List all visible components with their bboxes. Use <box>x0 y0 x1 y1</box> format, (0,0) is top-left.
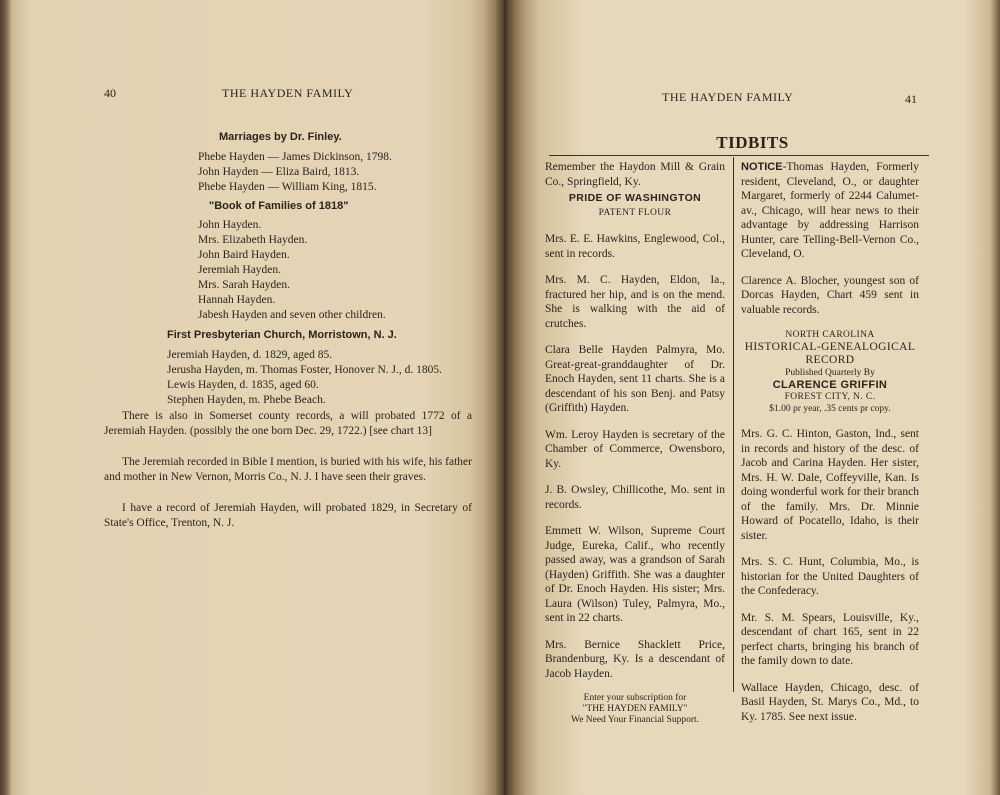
tidbits-title: TIDBITS <box>716 133 789 152</box>
paragraph-text: There is also in Somerset county records, a will probated 1772 of a Jeremiah Hayden. (possibly the one born Dec. 29, 1722.) [see chart 13] <box>104 410 472 437</box>
page-number: 40 <box>104 86 116 100</box>
tidbit-item: Emmett W. Wilson, Supreme Court Judge, Eureka, Calif., who recently passed away, was a grandson of Sarah (Hayden) Griffith. She was a daughter of Dr. Enoch Hayden. His sister; Mrs. Laura (Wilson) Tuley, Palmyra, Mo., sent in 22 charts. <box>545 525 725 624</box>
notice-label: NOTICE <box>741 161 783 173</box>
tidbit-item: Mrs. Bernice Shacklett Price, Brandenburg, Ky. Is a descendant of Jacob Hayden. <box>545 638 725 680</box>
tidbit-item: Wm. Leroy Hayden is secretary of the Chamber of Commerce, Owensboro, Ky. <box>545 428 725 470</box>
tidbit-item: Mrs. M. C. Hayden, Eldon, Ia., fractured her hip, and is on the mend. She is walking with the aid of crutches. <box>545 274 725 330</box>
ad-line: HISTORICAL-GENEALOGICAL <box>744 341 916 353</box>
tidbits-right-column <box>741 160 919 736</box>
running-head: THE HAYDEN FAMILY <box>222 86 354 100</box>
ad-line: Published Quarterly By <box>785 368 875 378</box>
tidbit-item: Wallace Hayden, Chicago, desc. of Basil Hayden, St. Marys Co., Md., to Ky. 1785. See next issue. <box>741 681 919 723</box>
paragraph <box>104 455 472 485</box>
subscription-line: "THE HAYDEN FAMILY" <box>582 704 688 714</box>
church-entry: Jerusha Hayden, m. Thomas Foster, Honover N. J., d. 1805. <box>167 364 442 376</box>
tidbit-item: Mr. S. M. Spears, Louisville, Ky., descendant of chart 165, sent in 22 perfect charts, bringing his branch of the family down to date. <box>741 611 919 667</box>
paragraph-text: I have a record of Jeremiah Hayden, will probated 1829, in Secretary of State's Office, Trenton, N. J. <box>104 502 472 529</box>
marriage-entry: Phebe Hayden — James Dickinson, 1798. <box>198 151 392 163</box>
book-entry: John Hayden. <box>198 219 262 231</box>
book-heading: "Book of Families of 1818" <box>209 200 349 212</box>
tidbits-left-column <box>545 160 725 726</box>
notice-text: -Thomas Hayden, Formerly resident, Cleveland, O., or daughter Margaret, formerly of 2244 Calumet-av., Chicago, will hear news to their advantage by addressing Harrison Hunter, care Telling-Bell-Vernon Co., Cleveland, O. <box>741 161 919 260</box>
paragraph-text: The Jeremiah recorded in Bible I mention, is buried with his wife, his father and mother in New Vernon, Morris Co., N. J. I have seen their graves. <box>104 456 472 483</box>
church-entry: Jeremiah Hayden, d. 1829, aged 85. <box>167 349 333 361</box>
book-entry: John Baird Hayden. <box>198 249 290 261</box>
book-entry: Jabesh Hayden and seven other children. <box>198 309 386 321</box>
book-entry: Mrs. Elizabeth Hayden. <box>198 234 308 246</box>
tidbit-item: Mrs. E. E. Hawkins, Englewood, Col., sent in records. <box>545 233 725 260</box>
ad-line: $1.00 pr year, .35 cents pr copy. <box>769 404 891 414</box>
notice <box>741 160 919 262</box>
subscription-line: Enter your subscription for <box>583 693 687 703</box>
church-entry: Lewis Hayden, d. 1835, aged 60. <box>167 379 319 391</box>
tidbit-item: Mrs. S. C. Hunt, Columbia, Mo., is historian for the United Daughters of the Confederacy. <box>741 556 919 597</box>
tidbit-item: Mrs. G. C. Hinton, Gaston, Ind., sent in records and history of the desc. of Jacob and Carina Hayden. Her sister, Mrs. H. W. Dale, Coffeyville, Kan. Is doing wonderful work for their branch of the family. Mrs. Dr. Minnie Howard of Pocatello, Idaho, is their sister. <box>741 428 919 542</box>
subscription-line: We Need Your Financial Support. <box>571 715 699 725</box>
mill-text: Remember the Haydon Mill & Grain Co., Springfield, Ky. <box>545 161 725 188</box>
ad-line: RECORD <box>805 354 855 366</box>
marriages-heading: Marriages by Dr. Finley. <box>219 131 342 143</box>
mill-brand: PRIDE OF WASHINGTON <box>568 192 702 204</box>
title-rule <box>549 155 929 156</box>
tidbit-item: J. B. Owsley, Chillicothe, Mo. sent in records. <box>545 484 725 511</box>
column-rule <box>733 157 734 692</box>
book-entry: Hannah Hayden. <box>198 294 276 306</box>
tidbit-item: Clara Belle Hayden Palmyra, Mo. Great-great-granddaughter of Dr. Enoch Hayden, sent 11 charts. She is a descendant of his son Benj. and Patsy (Griffith) Hayden. <box>545 344 725 414</box>
marriage-entry: John Hayden — Eliza Baird, 1813. <box>198 166 360 178</box>
marriage-entry: Phebe Hayden — William King, 1815. <box>198 181 377 193</box>
ad-line: FOREST CITY, N. C. <box>784 392 876 402</box>
church-entry: Stephen Hayden, m. Phebe Beach. <box>167 394 326 406</box>
page-number: 41 <box>905 92 917 106</box>
right-page <box>505 0 1000 795</box>
mill-product: PATENT FLOUR <box>598 207 672 218</box>
book-entry: Jeremiah Hayden. <box>198 264 282 276</box>
ad-line: CLARENCE GRIFFIN <box>772 379 888 391</box>
running-head: THE HAYDEN FAMILY <box>662 90 794 104</box>
book-entry: Mrs. Sarah Hayden. <box>198 279 290 291</box>
tidbit-item: Clarence A. Blocher, youngest son of Dorcas Hayden, Chart 459 sent in valuable records. <box>741 274 919 316</box>
church-heading: First Presbyterian Church, Morristown, N. J. <box>167 329 397 341</box>
paragraph <box>104 409 472 439</box>
ad-line: NORTH CAROLINA <box>785 330 875 340</box>
book-spine <box>485 0 525 795</box>
paragraph <box>104 501 472 531</box>
